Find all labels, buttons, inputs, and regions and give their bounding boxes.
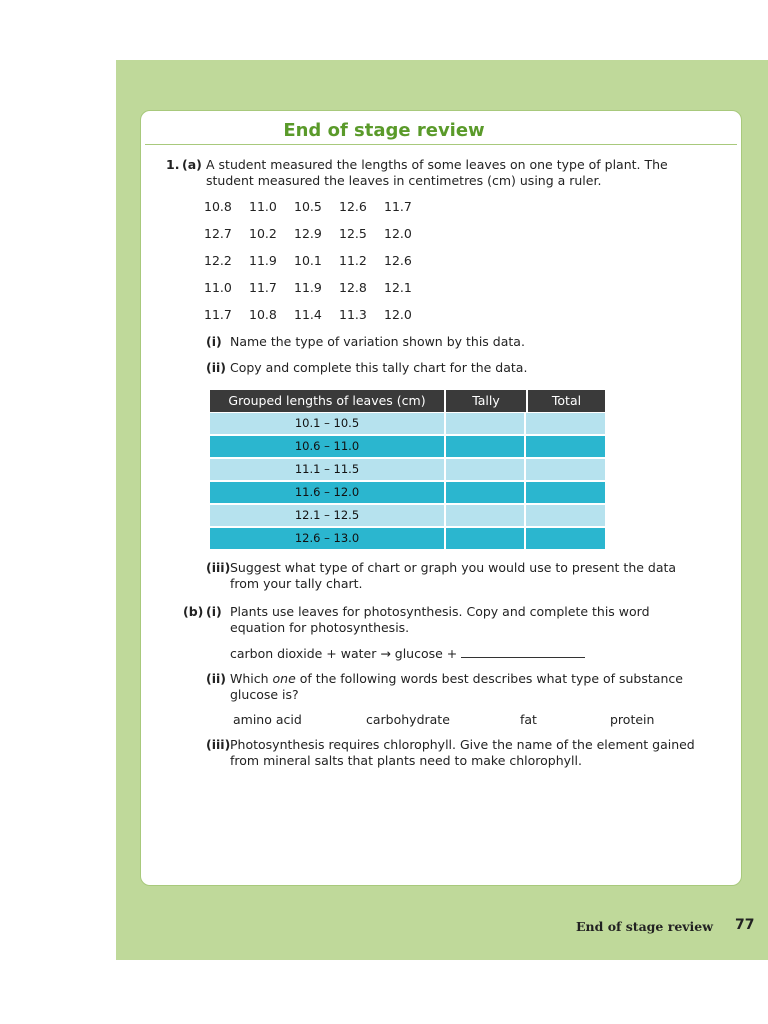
b-ii-post: of the following words best describes what type of substance (295, 671, 683, 686)
table-row (210, 528, 605, 549)
header-tally: Tally (472, 393, 500, 408)
data-row (204, 199, 429, 214)
group-range-cell: 10.1 – 10.5 (210, 413, 444, 434)
b-iii-line-1: Photosynthesis requires chlorophyll. Give the name of the element gained (230, 737, 695, 752)
a-i-text: Name the type of variation shown by this data. (230, 334, 525, 349)
group-range-cell: 11.1 – 11.5 (210, 459, 444, 480)
data-value: 10.2 (249, 226, 277, 241)
header-grouped-lengths: Grouped lengths of leaves (cm) (228, 393, 426, 408)
data-value: 11.9 (249, 253, 277, 268)
part-a-label: (a) (182, 157, 202, 172)
group-range-cell: 10.6 – 11.0 (210, 436, 444, 457)
header-total: Total (551, 393, 582, 408)
data-value: 11.0 (204, 280, 232, 295)
title-divider (145, 144, 737, 145)
a-ii-text: Copy and complete this tally chart for the data. (230, 360, 528, 375)
table-row (210, 436, 605, 457)
b-i-line-2: equation for photosynthesis. (230, 620, 410, 635)
option-carbohydrate: carbohydrate (366, 712, 450, 727)
data-value: 10.8 (249, 307, 277, 322)
data-row (204, 307, 429, 322)
data-value: 11.7 (204, 307, 232, 322)
a-ii-label: (ii) (206, 360, 226, 375)
data-value: 12.0 (384, 307, 412, 322)
table-row (210, 459, 605, 480)
part-b-label: (b) (183, 604, 204, 619)
tally-cell (446, 436, 524, 457)
tally-cell (446, 413, 524, 434)
group-range-cell: 11.6 – 12.0 (210, 482, 444, 503)
data-value: 12.6 (339, 199, 367, 214)
option-fat: fat (520, 712, 537, 727)
data-value: 11.2 (339, 253, 367, 268)
table-row (210, 505, 605, 526)
a-iii-line-1: Suggest what type of chart or graph you would use to present the data (230, 560, 677, 575)
data-value: 11.9 (294, 280, 322, 295)
a-iii-label: (iii) (206, 560, 231, 575)
data-value: 12.2 (204, 253, 232, 268)
page-number: 77 (735, 917, 755, 933)
equation-text: carbon dioxide + water → glucose + (230, 646, 458, 661)
table-row (210, 413, 605, 434)
data-row (204, 226, 429, 241)
intro-line-1: A student measured the lengths of some leaves on one type of plant. The (206, 157, 668, 172)
a-iii-line-2: from your tally chart. (230, 576, 363, 591)
tally-cell (446, 459, 524, 480)
tally-table (210, 390, 605, 550)
data-value: 12.9 (294, 226, 322, 241)
data-value: 11.3 (339, 307, 367, 322)
data-value: 12.8 (339, 280, 367, 295)
data-value: 11.4 (294, 307, 322, 322)
total-cell (526, 413, 605, 434)
total-cell (526, 505, 605, 526)
data-row (204, 280, 429, 295)
b-ii-line-1 (230, 671, 683, 687)
intro-line-2: student measured the leaves in centimetres (cm) using a ruler. (206, 173, 602, 188)
data-value: 12.1 (384, 280, 412, 295)
data-value: 12.0 (384, 226, 412, 241)
data-value: 12.6 (384, 253, 412, 268)
group-range-cell: 12.6 – 13.0 (210, 528, 444, 549)
answer-blank-line (461, 647, 585, 658)
tally-cell (446, 482, 524, 503)
option-protein: protein (610, 712, 655, 727)
total-cell (526, 482, 605, 503)
b-iii-line-2: from mineral salts that plants need to make chlorophyll. (230, 753, 582, 768)
footer-section-label: End of stage review (576, 919, 713, 934)
total-cell (526, 436, 605, 457)
data-value: 11.7 (384, 199, 412, 214)
question-number: 1. (166, 157, 180, 172)
data-value: 10.1 (294, 253, 322, 268)
page-title: End of stage review (283, 120, 485, 141)
b-ii-pre: Which (230, 671, 273, 686)
data-row (204, 253, 429, 268)
tally-cell (446, 528, 524, 549)
group-range-cell: 12.1 – 12.5 (210, 505, 444, 526)
data-value: 12.5 (339, 226, 367, 241)
b-ii-emphasis: one (272, 671, 296, 686)
total-cell (526, 459, 605, 480)
data-value: 12.7 (204, 226, 232, 241)
total-cell (526, 528, 605, 549)
b-i-label: (i) (206, 604, 222, 619)
word-equation (230, 646, 585, 662)
a-i-label: (i) (206, 334, 222, 349)
option-amino-acid: amino acid (233, 712, 302, 727)
table-row (210, 482, 605, 503)
data-value: 10.8 (204, 199, 232, 214)
b-i-line-1: Plants use leaves for photosynthesis. Copy and complete this word (230, 604, 650, 619)
b-iii-label: (iii) (206, 737, 231, 752)
table-header-row (210, 390, 605, 412)
data-value: 11.0 (249, 199, 277, 214)
tally-cell (446, 505, 524, 526)
data-value: 11.7 (249, 280, 277, 295)
data-value: 10.5 (294, 199, 322, 214)
b-ii-line-2: glucose is? (230, 687, 299, 702)
b-ii-label: (ii) (206, 671, 226, 686)
